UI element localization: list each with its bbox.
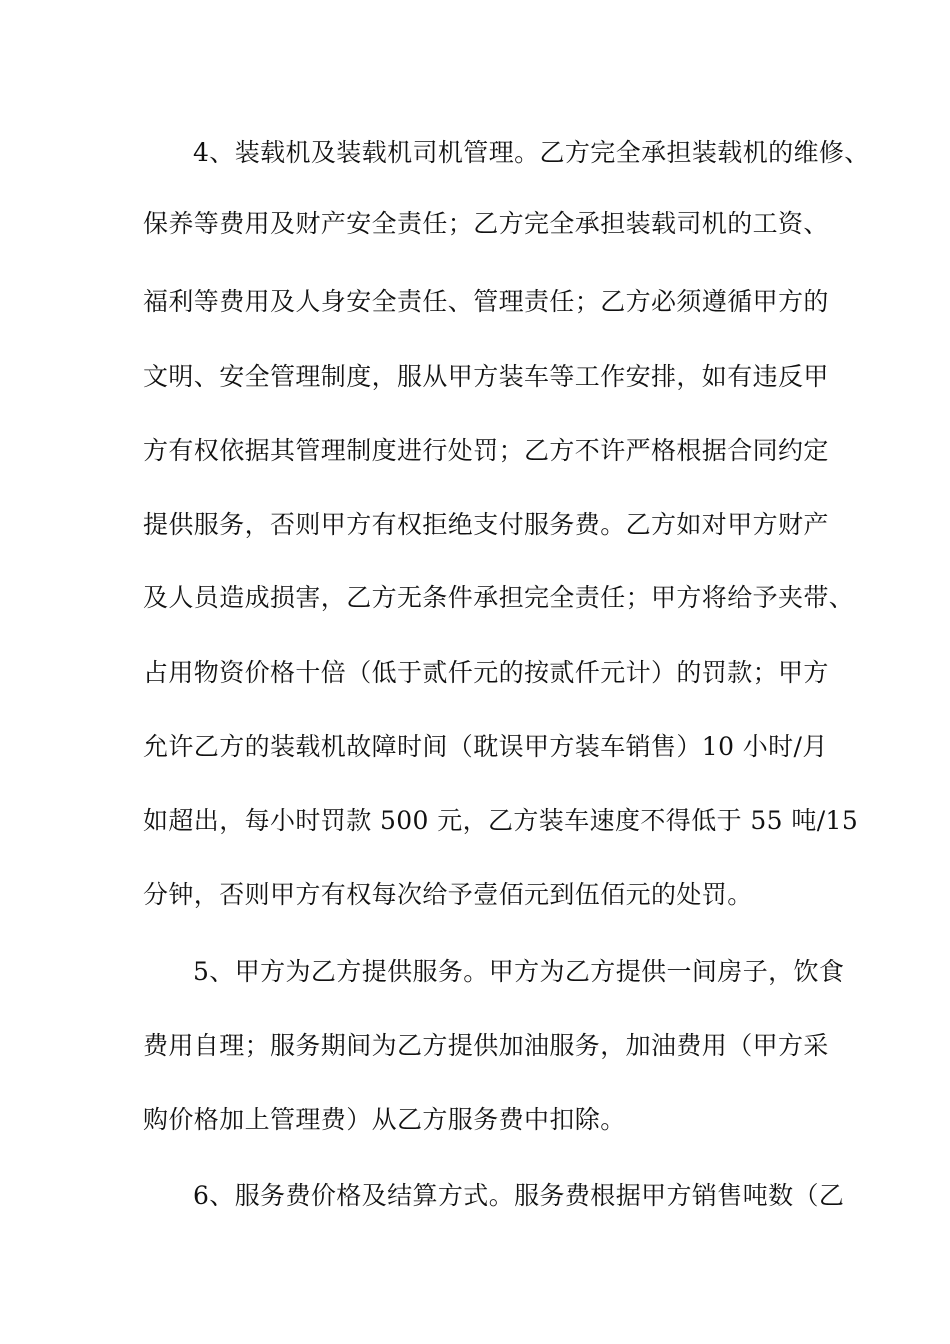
paragraph-4-line-9: 允许乙方的装载机故障时间（耽误甲方装车销售）10 小时/月: [143, 732, 828, 761]
paragraph-4-line-2: 保养等费用及财产安全责任；乙方完全承担装载司机的工资、: [143, 209, 829, 238]
paragraph-4-line-4: 文明、安全管理制度，服从甲方装车等工作安排，如有违反甲: [143, 362, 829, 391]
paragraph-4-line-1: 4、装载机及装载机司机管理。乙方完全承担装载机的维修、: [193, 138, 870, 167]
paragraph-4-line-7: 及人员造成损害，乙方无条件承担完全责任；甲方将给予夹带、: [143, 583, 855, 612]
paragraph-4-line-6: 提供服务，否则甲方有权拒绝支付服务费。乙方如对甲方财产: [143, 510, 829, 539]
paragraph-5-line-2: 费用自理；服务期间为乙方提供加油服务，加油费用（甲方采: [143, 1031, 829, 1060]
paragraph-4-line-11: 分钟，否则甲方有权每次给予壹佰元到伍佰元的处罚。: [143, 880, 753, 909]
paragraph-6-line-1: 6、服务费价格及结算方式。服务费根据甲方销售吨数（乙: [193, 1181, 845, 1210]
paragraph-4-line-10: 如超出，每小时罚款 500 元，乙方装车速度不得低于 55 吨/15: [143, 806, 859, 835]
paragraph-5-line-1: 5、甲方为乙方提供服务。甲方为乙方提供一间房子，饮食: [193, 957, 845, 986]
paragraph-5-line-3: 购价格加上管理费）从乙方服务费中扣除。: [143, 1105, 626, 1134]
paragraph-4-line-8: 占用物资价格十倍（低于贰仟元的按贰仟元计）的罚款；甲方: [143, 658, 829, 687]
paragraph-4-line-5: 方有权依据其管理制度进行处罚；乙方不许严格根据合同约定: [143, 436, 829, 465]
paragraph-4-line-3: 福利等费用及人身安全责任、管理责任；乙方必须遵循甲方的: [143, 287, 829, 316]
